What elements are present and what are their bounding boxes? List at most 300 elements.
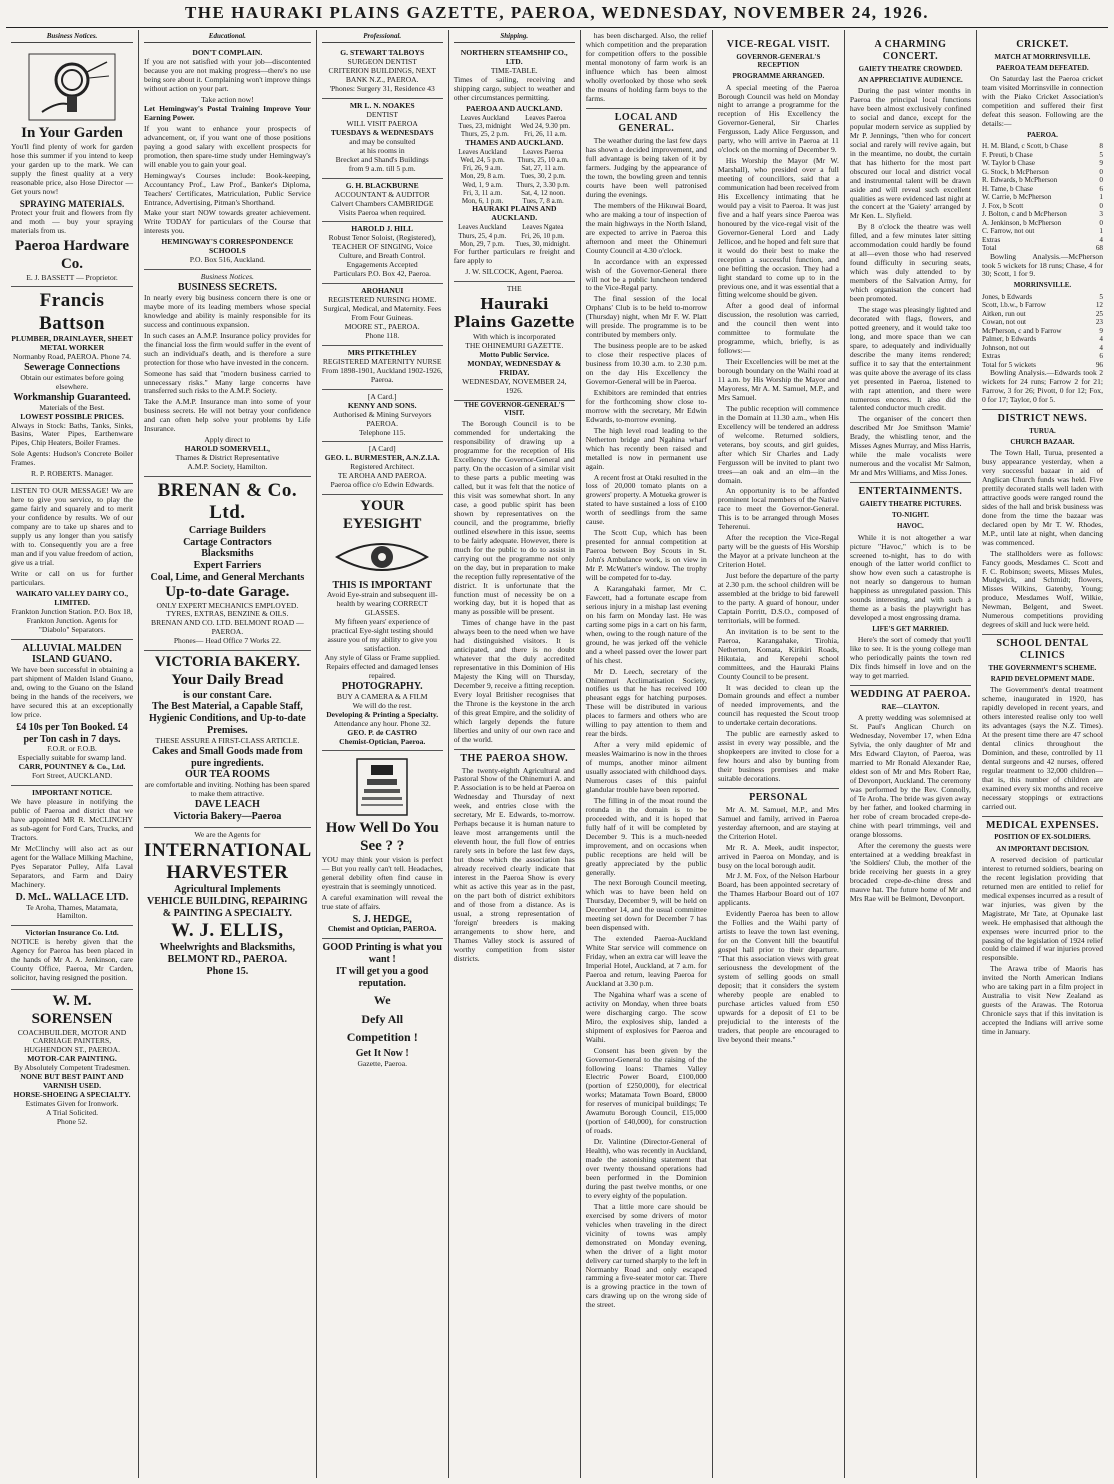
column-6 [712,30,844,1478]
eyesight-style: Any style of Glass or Frame supplied. [324,653,440,663]
ad-hill [322,222,443,284]
battson-name: Francis Battson [39,290,105,334]
concert-para: The organiser of the concert then described Mr Joe Smithson 'Mamie' Brady, the whistling tenor, and the Misses Agnes Murray, and Miss Harris, while the male vocalists were numerous and the vocalist Mr Salmon, Mr and Mrs Williams, and Miss Jones. [849,414,971,478]
paper-chron: THE OHINEMURI GAZETTE. [465,341,564,351]
vr-para: The public are earnestly asked to assist in every way possible, and the shopkeepers are invited to close for a few hours and also by bunting from their business premises and make suitable decorations. [717,729,839,784]
batsman-runs: 8 [1099,142,1103,151]
batsman-runs: 5 [1099,150,1103,159]
score-row [982,310,1103,318]
local-para: A Karangahaki farmer, Mr C. Fawcett, had a fortunate escape from serious injury in a mishap last evening on his farm on Monday last. He was carting some pigs in a cart on his farm, when, owing to the rough nature of the ground, he was jerked off the vehicle and a wheel passed over the lower part of his chest. [585,583,707,665]
vr-para: His Worship the Mayor (Mr W. Marshall), who presided over a full meeting of councillors, said that a communication had been received from His Excellency intimating that he would pay a visit to Paeroa. It was just five and a half years since Paeroa was honoured by the vice-regal visit of the Governor-General Lord and Lady Jellicoe, and he hoped and felt sure that it would do their best to make the reception a successful function, and one befitting the occasion. They had a light standard to come up to in the previous one, and it was essential that a fitting welcome should be given. [717,156,839,300]
score-row [982,301,1103,309]
concert-sub: GAIETY THEATRE CROWDED. [858,64,963,73]
batsman-name: W. Taylor b Chase [981,159,1035,168]
sched-cell: Fri, 26, 9 a.m. [462,164,503,173]
column-1 [6,30,138,1478]
personal-para: Mr A. M. Samuel, M.P., and Mrs Samuel and family, arrived in Paeroa yesterday afternoon, and are staying at the Criterion Hotel. [717,804,839,841]
pitkethley-title: REGISTERED MATERNITY NURSE [322,356,442,366]
score-row [982,335,1103,343]
wedding-body: A pretty wedding was solemnised at St. Paul's Anglican Church on Wednesday, November 17, when Edna Sylvia, the only daughter of Mr and Mrs Edward Clayton, of Paeroa, was married to Mr Ronald Alexander Rae, eldest son of Mr and Mrs Robert Rae, of Devonport, Auckland. The ceremony was performed by the Rev. Connolly, of Te Aroha. The bride was given away by her father, and looked charming in her robe of cream brocaded crepe-de-chine with pearl trimmings, veil and orange blossoms. [849,713,971,839]
district-title: DISTRICT NEWS. [982,409,1103,425]
score-row [982,219,1103,227]
battson-stock: Always in Stock: Baths, Tanks, Sinks, Basins, Water Pipes, Earthenware Pipes, Chip Heaters, Boiler Frames. [11,420,134,448]
sched-hdr: Leaves Auckland [458,147,507,156]
concert-para: The stage was pleasingly lighted and decorated with flags, flowers, and potted greenery, and it would take too long, and more space than we can spare, to adequately and individually describe the many items rendered; suffice it to say that the entertainment was quite above the average of its class yet presented in Paeroa, listened to with rapt attention, and there were numerous encores. It also did the talented conductor much credit. [849,304,971,413]
sorensen-estimates: Estimates Given for Ironwork. [25,1099,119,1109]
brenan-mech: ONLY EXPERT MECHANICS EMPLOYED. [156,600,299,610]
business-section: Business Notices. [200,272,254,282]
score-row [982,344,1103,352]
business-title2: Thames & District Representative [175,453,280,463]
ad-hemingway [144,46,311,270]
batsman-runs: 9 [1099,326,1103,335]
talboys-title: SURGEON DENTIST [347,57,417,67]
hedge-body2: A careful examination will reveal the true state of affairs. [321,892,443,911]
ad-francis-battson [11,287,133,484]
batsman-runs: 0 [1099,201,1103,210]
ad-eyesight [322,495,443,751]
dental-body: The Government's dental treatment scheme, inaugurated in 1920, has rapidly developed in recent years, and others interested realise only too well its advantages (says the N.Z. Times). At the present time there are 47 school dental clinics throughout the Dominion, and these, controlled by 11 dental surgeons and 42 nurses, offered regular treatment to 32,000 children—that is, this number of children are examined every six months and receive necessary stoppings or extractions carried out. [981,685,1103,811]
eyesight-buy: BUY A CAMERA & A FILM [336,691,428,701]
brenan-line-5: Coal, Lime, and General Merchants [150,572,305,584]
local-para: The extended Paeroa-Auckland White Star service will commence on Friday, when an extra car will leave the Imperial Hotel, Auckland, at 7 a.m. for Paeroa and return, leaving Paeroa for Auckland at 3.30 p.m. [585,934,707,988]
entertain-life: LIFE'S GET MARRIED. [872,625,949,634]
entertain-body2: Here's the sort of comedy that you'll like to see. It is the young college man who periodically paints the town red Dix finds himself in love and on the way to get married. [849,635,971,681]
eyesight-attend: Attendance any hour. Phone 32. [333,718,431,728]
local-para: Mr D. Leech, secretary of the Ohinemuri Acclimatisation Society, notifies us that he has received 100 pheasant eggs for hatching purposes. These will be distributed in various places to farmers and others who are willing to pay attention to them and rear the birds. [585,666,707,739]
ellis-addr: BELMONT RD., PAEROA. [167,954,288,966]
batsman-runs: 6 [1099,352,1103,361]
bakery-owner2: Victoria Bakery—Paeroa [173,810,282,822]
sched-cell: Wed, 24, 5 p.m. [460,155,505,164]
sched-cell: Thurs, 25, 2 p.m. [460,130,509,139]
score-row [982,202,1103,210]
batsman-runs: 12 [1095,301,1103,310]
section-shipping: Shipping. [454,32,575,43]
score-row [982,142,1103,150]
batsman-name: G. Stock, b McPherson [981,167,1049,176]
visit-body: The Borough Council is to be commended for undertaking the responsibility of drawing up a programme for the reception of His Excellency the Governor-General and party. On the occasion of a similar visit to these parts a public meeting was called, but it was felt that the notice of this visit was somewhat short. In any case, a good public spirit has been shown by representatives on the council, and the programme, briefly outlined elsewhere in this issue, seems to be fairly adequate. However, there is much for the public to do to assist in carrying out the programme not only on the day, but in preparation to make the reception fully representative of the district. It is unfortunate that the function must of necessity be on a working day, but it is hoped that as many as possible will be present. [453,419,575,617]
sched-cell: Mon, 29, 7 p.m. [459,239,505,248]
steamship-title: NORTHERN STEAMSHIP CO., LTD. [460,48,568,67]
ad-wallace [11,786,133,926]
paper-the: THE [506,283,522,293]
medical-title: MEDICAL EXPENSES. [982,816,1103,832]
ad-burmester [322,442,443,495]
arohanui-addr: MOORE ST., PAEROA. [344,321,420,331]
article-concert [850,36,971,904]
sorensen-horse: HORSE-SHOEING A SPECIALTY. [13,1090,131,1100]
sched-cell: Sat, 4, 12 noon. [521,188,566,197]
newspaper-columns [6,30,1108,1478]
victorian-title: Victorian Insurance Co. Ltd. [25,928,119,938]
batsman-runs: 0 [1099,167,1103,176]
wallace-addr: Te Aroha, Thames, Matamata, Hamilton. [26,902,118,921]
score-row [982,227,1103,235]
bakery-assure: THESE ASSURE A FIRST-CLASS ARTICLE. [155,735,300,745]
local-para: The high level road leading to the Netherton bridge and Ngahina wharf which has recently been raised and metalled is now in permanent use again. [585,425,707,471]
hedge-name: S. J. HEDGE, [352,913,412,925]
schedule-paeroa [454,114,575,139]
harvester-pre: We are the Agents for [194,829,261,839]
arohanui-body: Surgical, Medical, and Maternity. Fees From Four Guineas. [323,304,442,323]
arohanui-phone: Phone 118. [365,330,400,340]
article-vice-regal [718,36,839,1045]
sched-cell: Mon, 29, 8 a.m. [460,172,505,181]
sched-cell: Tues, 23, midnight [458,122,512,131]
local-para: In accordance with an expressed wish of the Governor-General there will not be a public luncheon tendered to the Vice-Regal party. [585,256,707,293]
important-body2: Mr McClinchy will also act as our agent for the Wallace Milking Machine, Pyes Separator Pulley, Alfa Laval Separators, and Farm and Dairy Machinery. [11,843,134,889]
batsman-name: McPherson, c and b Farrow [981,326,1062,335]
battson-agents: Sole Agents: Hudson's Concrete Boiler Frames. [11,449,134,468]
brenan-tyres: TYRES, EXTRAS, BENZINE & OILS. [166,609,289,619]
burmester-name: GEO. L. BURMESTER, A.N.Z.I.A. [324,453,440,463]
batsman-name: W. Carrie, b McPherson [981,193,1052,202]
battson-prices: LOWEST POSSIBLE PRICES. [20,411,124,421]
bakery-tea: OUR TEA ROOMS [184,769,270,781]
entertain-body: While it is not altogether a war picture "Havoc," which is to be screened to-night, has to do with enough of the latter world conflict to show how even such a catastrophe is not nearly so dangerous to human happiness as unregulated passion. This sounds interesting, and with such a theme as a basis the playwright has developed a most engrossing drama. [849,532,971,623]
bakery-body: The Best Material, a Capable Staff, Hygienic Conditions, and Up-to-date Premises. [149,701,306,737]
batsman-name: Palmer, b Edwards [981,335,1037,344]
dental-sub: THE GOVERNMENT'S SCHEME. [988,663,1097,672]
garden-body: You'll find plenty of work for garden hose this summer if you intend to keep your garden up to the mark. We can supply the finest quality at a very reasonable price, also Hose Director —Get yours now! [11,141,134,196]
section-professional: Professional. [322,32,443,43]
cricket-bowl2: Bowling Analysis.—Edwards took 2 wickets for 24 runs; Farrow 2 for 21; Farrow, 3 for 26; Pivott, 0 for 12; Fox, 0 for 17; Taylor, 0 for 5. [981,368,1103,404]
vr-sub: GOVERNOR-GENERAL'S RECEPTION [736,52,821,70]
complain-title: DON'T COMPLAIN. [192,48,263,58]
score-row [982,193,1103,201]
kenny-phone: Telephone 115. [358,427,406,437]
eyesight-weldo: We will do the rest. [352,700,412,710]
local-para: The final session of the local Orphans' Club is to be held to-morrow (Thursday) night, when Mr F. W. Platt will preside. The programme is to be contributed by members only. [585,294,707,340]
team2-scores [982,293,1103,369]
batsman-name: Johnson, not out [981,343,1030,352]
brenan-firm2: BRENAN AND CO. LTD. BELMONT ROAD — PAEROA. [151,618,304,637]
wallace-firm: D. McL. WALLACE LTD. [15,891,129,903]
victorian-body: NOTICE is hereby given that the Agency for Paeroa has been placed in the hands of Mr A. A. Jenkinson, care County Office, Paeroa, Mr Carden, solicitor, having resigned the position. [11,937,134,983]
local-title: LOCAL AND GENERAL. [586,108,707,136]
bakery-name: VICTORIA BAKERY. [154,654,301,671]
dental-title: SCHOOL DENTAL CLINICS [982,634,1103,662]
guano-body: We have been successful in obtaining a part shipment of Malden Island Guano, and, owing to the Guano on the Island being in the hands of the receivers, we have secured this at an exceptionally low price. [11,665,134,719]
harvester-vehicle: VEHICLE BUILDING, REPAIRING & PAINTING A SPECIALTY. [147,896,308,920]
batsman-name: Aitken, run out [981,309,1026,318]
burmester-card: [A Card] [368,444,396,454]
ad-blackburne [322,179,443,223]
local-para: Consent has been given by the Governor-General to the raising of the following loans: Thames Valley Electric Power Board, £100,000 (portion of £250,000), for electrical works; Matamata Town Board, £8000 for reserves of municipal buildings; Te Awamutu Borough Council, £15,000 (portion of £40,000), for construction of roads. [585,1045,707,1136]
hill-box: Particulars P.O. Box 42, Paeroa. [333,269,431,279]
local-para: A recent frost at Otaki resulted in the loss of 20,000 tomato plants on a growers' property. A Motueka grower is stated to have sustained a loss of £100 worth of seedlings from the same cause. [585,472,707,527]
harvester-name: INTERNATIONAL HARVESTER [144,839,312,884]
hill-name: HAROLD J. HILL [351,224,414,234]
column-5 [580,30,712,1478]
important-title: IMPORTANT NOTICE. [32,788,113,798]
entertain-sub: GAIETY THEATRE PICTURES. [859,499,962,508]
column-8 [976,30,1108,1478]
local-para: The members of the Hikuwai Board, who are making a tour of inspection of the main highways in the North Island, are expected to arrive in Paeroa this afternoon and meet the Ohinemuri County Council at 4.30 o'clock. [585,200,707,255]
ad-talboys [322,46,443,99]
vr-para: A special meeting of the Paeroa Borough Council was held on Monday night to arrange a programme for the reception of His Excellency the Governor-General, Sir Charles Fergusson, Lady Alice Fergusson, and party, who will arrive in Paeroa at 11 o'clock on the morning of December 9. [717,82,839,155]
score-row [982,185,1103,193]
printing-we: We [373,993,391,1008]
hedge-body: YOU may think your vision is perfect — But you really can't tell. Headaches, general debility often find cause in eyestrain that is seemingly unnoticed. [321,854,443,891]
hedge-title: Chemist and Optician, PAEROA. [327,924,437,934]
battson-manager: R. P. ROBERTS. Manager. [31,469,114,479]
vr-para: An invitation is to be sent to the Paeroa, Karangahake, Tirohia, Netherton, Komata, Kirikiri Roads, Hikutaia, and Kerepehi school committees, and the Hauraki Plains County Council to be present. [717,626,839,681]
sched-cell: Tues, 30, 2 p.m. [520,172,566,181]
business-body: In nearly every big business concern there is one or maybe more of its leading members whose special knowledge and ability is mainly responsible for its success and continuous expansion. [144,292,311,329]
noakes-hours: from 9 a.m. till 5 p.m. [348,163,416,173]
batsman-runs: 0 [1099,218,1103,227]
sched-cell: Thurs, 25, 4 p.m. [458,231,507,240]
entertain-havoc: HAVOC. [897,522,924,531]
route-paeroa: PAEROA AND AUCKLAND. [466,103,563,113]
wedding-title: WEDDING AT PAEROA. [850,685,971,701]
ad-sorensen [11,990,133,1131]
complain-body5: Make your start NOW towards greater achievement. Write TODAY for particulars of the Course that interests you. [144,208,311,236]
brenan-phones: Phones— Head Office 7 Works 22. [173,636,281,646]
spray-title: SPRAYING MATERIALS. [19,198,125,209]
schedule-thames [454,148,575,206]
sched-cell: Tues, 30, midnight. [515,239,571,248]
brenan-line-1: Carriage Builders [188,524,266,536]
noakes-name: MR L. N. NOAKES [349,101,415,111]
eyesight-title: YOUR EYESIGHT [343,498,422,532]
local-para: That a little more care should be exercised by some drivers of motor vehicles when traveling in the direct vicinity of towns was amply demonstrated on Monday evening, when the driver of a light motor delivery car turned sharply to the left in Normanby Road and only escaped ramming a five-seater motor car. There is a growing practice in the town of cars drawing up on the wrong side of the street. [585,1201,707,1310]
personal-para: Evidently Paeroa has been to allow the Follies and the Waihi party of artists to leave the town last evening, for on the Convent hill the beautiful gospel hall prior to their departure. "That this association views with great seriousness the development of the system of selling goods on small deposit; that it considers the system whereby people are enabled to purchase articles valued from £50 upwards for a deposit of £1 to be prejudicial to the interests of the traders, that people are encouraged to live beyond their means." [717,909,839,1044]
team1-name: PAEROA. [1027,131,1058,140]
talboys-phones: 'Phones: Surgery 31, Residence 43 [329,84,435,94]
business-title: BUSINESS SECRETS. [177,282,277,294]
eye-chart-icon [322,757,443,817]
batsman-name: Extras [981,235,1001,244]
bakery-cakes: Cakes and Small Goods made from pure ingredients. [152,745,303,769]
ad-noakes [322,99,443,179]
hedge-question: How Well Do You See ? ? [325,820,439,855]
batsman-runs: 4 [1099,343,1103,352]
ellis-phone: Phone 15. [206,965,249,977]
batsman-runs: 96 [1095,360,1103,369]
steamship-time: TIME-TABLE. [490,66,538,76]
local-para: The filling in of the moat round the rotunda in the domain is to be proceeded with, and it is hoped that fully half of it will be completed by December 9. This is a much-needed improvement, and on occasions when public receptions are held will be greatly appreciated by the public generally. [585,795,707,877]
guano-addr: Fort Street, AUCKLAND. [31,771,113,781]
article-cricket [982,36,1103,1037]
batsman-runs: 9 [1099,159,1103,168]
cricket-body: On Saturday last the Paeroa cricket team visited Morrinsville in connection with the Piako Cricket Association's competition and suffered their first defeat this season. Following are the details:— [981,74,1103,129]
concert-sub2: AN APPRECIATIVE AUDIENCE. [858,75,963,84]
eyesight-dev: Developing & Printing a Specialty. [326,709,439,719]
local-para: After a very mild epidemic of measles Waimarino is now in the throes of mumps, another minor ailment usually associated with childhood days. Numerous cases of this painful glandular trouble have been reported. [585,740,707,794]
waikato-firm: WAIKATO VALLEY DAIRY CO., LIMITED. [15,588,129,607]
ad-victorian-insurance [11,926,133,990]
concert-para: During the past winter months in Paeroa the principal local functions have been almost exclusively confined to social and dance, except for the popular modern service as supplied by Mr P. Jennings, "then who for concert social and rarely will revive again, but in the meantime, no doubt, the curtain that has hitherto for the most part obscured our local and district vocal and instrumental talent will be drawn aside and will reveal such excellent qualities as were evidenced last night at the concert at the 'Gaiety' arranged by Mr Ken. L. Slyfield. [849,86,971,221]
personal-para: Mr J. M. Fox, of the Nelson Harbour Board, has been appointed secretary of the Thames Harbour Board out of 107 applicants. [717,871,839,908]
brenan-name: BRENAN & Co. Ltd. [157,480,298,524]
sorensen-paint: NONE BUT BEST PAINT AND VARNISH USED. [20,1072,124,1091]
vr-sub2: PROGRAMME ARRANGED. [732,72,825,81]
vr-para: An opportunity is to be afforded prominent local members of the Native race to meet the Governor-General. This is to be arranged through Moses Teherenui. [717,486,839,532]
guano-fob: F.O.R. or F.O.B. [47,744,97,754]
score-row [982,168,1103,176]
vr-para: The public reception will commence in the Domain at 11.30 a.m., when His Excellency will be tendered an address of welcome. Returned soldiers, veterans, boy scouts, and girl guides, after which Sir Charles and Lady Fergusson will be invited to plant two trees—an oak and an elm—in the domain. [717,403,839,485]
concert-title: A CHARMING CONCERT. [874,39,947,62]
sorensen-trades: COACHBUILDER, MOTOR AND CARRIAGE PAINTERS, HUGHENDON ST., PAEROA. [17,1027,127,1055]
eyesight-important: THIS IS IMPORTANT [332,579,432,591]
batsman-name: H. M. Bland, c Scott, b Chase [981,142,1068,151]
waikato-write: Write or call on us for further particulars. [11,568,134,587]
batsman-name: Total for 5 wickets [981,360,1036,369]
printing-defy: Defy All [361,1011,404,1026]
kenny-name: KENNY AND SONS. [347,400,417,410]
batsman-name: F. Preuti, b Chase [981,150,1033,159]
brenan-line-3: Blacksmiths [201,548,254,560]
column-7 [844,30,976,1478]
sched-cell: Fri, 26, 10 p.m. [521,231,565,240]
brenan-line-2: Cartage Contractors [183,536,272,548]
column-2 [138,30,316,1478]
batsman-name: Scott, l.b.w., b Farrow [981,301,1046,310]
masthead-title: THE HAURAKI PLAINS GAZETTE, PAEROA, WEDNESDAY, NOVEMBER 24, 1926. [184,3,930,22]
entertain-title: ENTERTAINMENTS. [850,482,971,498]
score-row [982,151,1103,159]
cricket-sub2: PAEROA TEAM DEFEATED. [996,64,1089,73]
business-body3: Someone has said that "modern business carried to unnecessary risks." Many large concerns have transferred such risks to the A.M.P. Society. [144,368,311,396]
complain-action: Take action now! [201,95,254,105]
route-thames: THAMES AND AUCKLAND. [465,137,564,147]
sched-cell: Thurs, 2, 3.30 p.m. [516,180,570,189]
burmester-addr: TE AROHA AND PAEROA. [337,471,427,481]
score-row [982,293,1103,301]
cricket-sub: MATCH AT MORRINSVILLE. [994,52,1091,61]
medical-sub: POSITION OF EX-SOLDIERS. [994,833,1091,842]
batsman-runs: 25 [1095,309,1103,318]
medical-body2: The Arawa tribe of Maoris has invited the North American Indians who are taking part in a film project in Australia to visit New Zealand as guests of the Arawas. The Rotorua Chronicle says that if this invitation is accepted the Indians will arrive some time in January. [981,964,1103,1037]
battson-sewerage: Sewerage Connections [24,362,120,374]
local-para: The Ngahina wharf was a scene of activity on Monday, when three boats were discharging cargo. The scow Miro, the explosives ship, landed a shipment of explosives for Paeroa and Waihi. [585,989,707,1044]
wedding-sub: RAE—CLAYTON. [881,702,940,711]
sched-hdr: Leaves Paeroa [525,113,566,122]
noakes-consult: and may be consulted [349,136,416,146]
district-sub2: CHURCH BAZAAR. [1010,437,1075,446]
eyesight-repair: Repairs effected and damaged lenses repaired. [326,662,439,680]
business-agent: HAROLD SOMERVELL, [184,444,271,454]
sorensen-motor: MOTOR-CAR PAINTING. [27,1054,117,1064]
ellis-trades: Wheelwrights and Blacksmiths, [159,942,296,954]
guano-title: ALLUVIAL MALDEN ISLAND GUANO. [22,642,122,666]
vr-para: After the reception the Vice-Regal party will be the guests of His Worship the Mayor at a private luncheon at the Criterion Hotel. [717,533,839,570]
printing-gazette: Gazette, Paeroa. [357,1058,407,1068]
paper-nameplate [454,282,575,401]
team1-scores [982,142,1103,252]
noakes-title: DENTIST [366,109,399,119]
batsman-runs: 1 [1099,227,1103,236]
batsman-name: J. Bolton, c and b McPherson [981,210,1067,219]
ad-gazette-printing [322,939,443,1072]
local-para: Exhibitors are reminded that entries for the forthcoming show close to-morrow with the secretary, Mr Edwin Edwards, to-morrow evening. [585,387,707,424]
noakes-days: TUESDAYS & WEDNESDAYS [330,127,434,137]
kenny-addr: PAEROA. [366,418,398,428]
guano-suit: Especially suitable for swamp land. [17,753,127,763]
sched-cell: Thurs, 25, 10 a.m. [517,155,569,164]
complain-body2: Let Hemingway's Postal Training Improve Your Earning Power. [144,103,311,122]
arohanui-name: AROHANUI [361,286,404,296]
visit-title: THE GOVERNOR-GENERAL'S VISIT. [463,400,565,418]
hardware-owner: E. J. BASSETT — Proprietor. [26,272,118,282]
sched-hdr: Leaves Auckland [458,223,507,232]
battson-workmanship: Workmanship Guaranteed. [13,391,131,403]
talboys-name: G. STEWART TALBOYS [340,48,425,58]
local-para: The Scott Cup, which has been presented for annual competition at Paeroa between Boy Scouts in St. John's Ambulance work, is on view in Mr P. McWatter's window. The trophy will be competed for to-day. [585,528,707,583]
local-para: Dr. Valintine (Director-General of Health), who was recently in Auckland, made the astonishing statement that over twenty thousand operations had been performed in the Dominion during the past twelve months, or one to every eighty of the population. [585,1137,707,1200]
ad-waikato-dairy [11,484,133,639]
batsman-runs: 4 [1099,235,1103,244]
paper-name: Hauraki Plains Gazette [453,294,575,331]
section-business-notices: Business Notices. [11,32,133,43]
harvester-sub: Agricultural Implements [174,884,281,896]
show-title: THE PAEROA SHOW. [454,749,575,765]
sched-hdr: Leaves Paeroa [522,147,564,156]
batsman-runs: 6 [1099,184,1103,193]
brenan-garage: Up-to-date Garage. [165,583,290,600]
eyesight-body: Avoid Eye-strain and subsequent ill-health by wearing CORRECT GLASSES. [326,590,438,618]
ad-arohanui [322,284,443,346]
ad-hedge [322,751,443,939]
batsman-name: J. Fox, b Scott [981,201,1024,210]
score-row [982,210,1103,218]
article-local-general [586,32,707,1310]
batsman-name: Cowan, not out [981,318,1027,327]
sched-cell: Wed 24, 9.30 pm. [520,122,571,131]
kenny-title: Authorised & Mining Surveyors [332,409,432,419]
ad-northern-steamship [454,46,575,282]
batsman-runs: 68 [1095,244,1103,253]
district-body2: The stallholders were as follows: Fancy goods, Mesdames C. Scott and F. C. Robinson; sweets, Misses Mules, Mudgwick, and Schmidt; flowers, Misses Wilkins, Gatenby, Young; produce, Mesdames Wolf, Wilkie, Newman, Belgent, and Sweet. Numerous competitions providing degrees of skill and luck were held. [981,548,1103,630]
battson-addr: Normanby Road, PAEROA. Phone 74. [12,352,132,362]
sorensen-name: W. M. SORENSEN [31,993,113,1027]
ad-paeroa-hardware [11,46,133,287]
important-body: We have pleasure in notifying the public of Paeroa and district that we have appointed MR R. McCLINCHY as sub-agent for Ford Cars, Trucks, and Tractors. [11,797,134,842]
garden-hose-icon [11,52,133,122]
eyesight-body2: My fifteen years' experience of practical Eye-sight testing should assure you of my ability to give you satisfaction. [327,617,437,654]
pitkethley-name: MRS PITKETHLEY [347,347,417,357]
battson-materials: Materials of the Best. [39,402,105,412]
batsman-name: R. Edwards, b McPherson [981,176,1058,185]
blackburne-title: ACCOUNTANT & AUDITOR [334,189,430,199]
noakes-rooms: at his rooms in [359,145,405,155]
score-row [982,352,1103,360]
sched-hdr: Leaves Auckland [460,113,510,122]
guano-price: £4 10s per Ton Booked. £4 per Ton cash in 7 days. [16,721,128,745]
entertain-tonight: TO-NIGHT. [891,511,929,520]
local-para: The weather during the last few days has shown a decided improvement, and full advantage is being taken of it by farmers. Judging by the appearance of the town, the bowling green and tennis courts have been well patronised during the evenings. [585,136,707,199]
printing-line2: IT will get you a good reputation. [336,965,429,989]
batsman-runs: 0 [1099,176,1103,185]
sched-cell: Sat, 27, 11 a.m. [521,164,565,173]
noakes-will: WILL VISIT PAEROA [346,118,418,128]
personal-title: PERSONAL [718,788,839,804]
decastro-sub: Chemist-Optician, Paeroa. [339,736,426,746]
business-society: A.M.P. Society, Hamilton. [187,462,268,472]
batsman-runs: 4 [1099,335,1103,344]
district-sub: TURUA. [1029,426,1056,435]
blackburne-name: G. H. BLACKBURNE [345,180,419,190]
business-apply: Apply direct to [204,435,251,445]
district-body: The Town Hall, Turua, presented a busy appearance yesterday, when a very successful bazaar in aid of Anglican Church funds was held. Five prettily decorated stalls well laden with attractive goods were ranged round the sides of the hall and brisk business was done from the time the bazaar was declared open by Mr T. W. Rhodes, M.P., until late at night, when dancing was commenced. [981,448,1103,547]
paper-days: MONDAY, WEDNESDAY & FRIDAY. [467,359,562,378]
steamship-further: For further particulars re freight and fare apply to [453,247,575,265]
sched-cell: Fri, 26, 11 a.m. [524,130,567,139]
bakery-owner: DAVE LEACH [194,799,260,811]
